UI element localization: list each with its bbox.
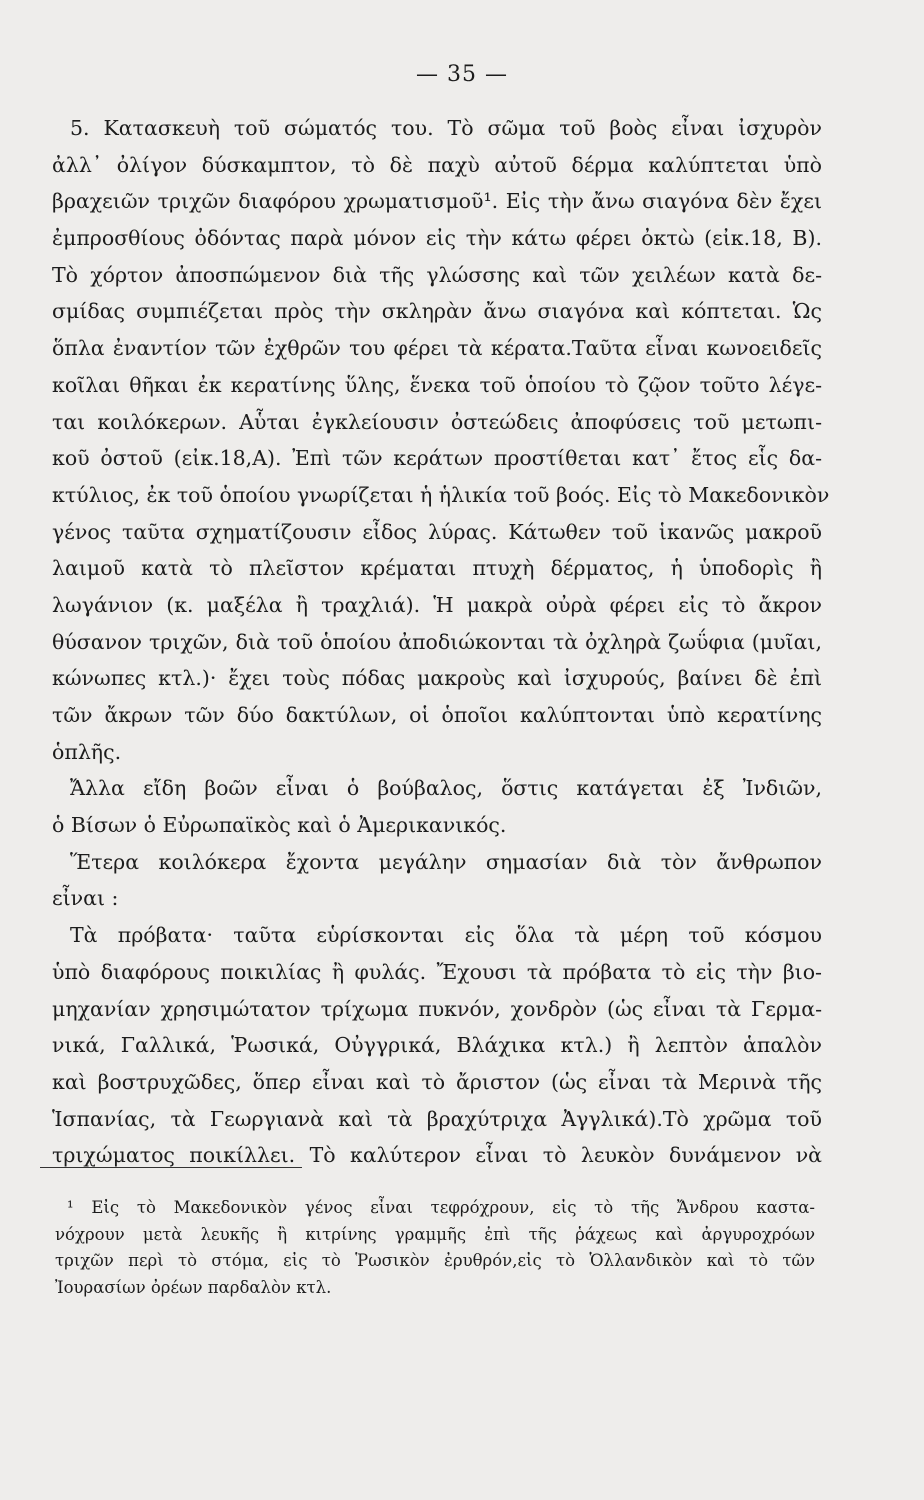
footnote-line: Ἰουρασίων ὀρέων παρδαλὸν κτλ. xyxy=(55,1277,332,1297)
text-line: Τὰ πρόβατα· ταῦτα εὑρίσκονται εἰς ὅλα τὰ μέρη τοῦ κόσμου xyxy=(70,923,822,948)
text-line: καὶ βοστρυχῶδες, ὅπερ εἶναι καὶ τὸ ἄριστον (ὡς εἶναι τὰ Μερινὰ τῆς xyxy=(52,1069,822,1094)
text-line: σμίδας συμπιέζεται πρὸς τὴν σκληρὰν ἄνω σιαγόνα καὶ κόπτεται. Ὡς xyxy=(52,299,822,324)
text-line: Τὸ χόρτον ἀποσπώμενον διὰ τῆς γλώσσης καὶ τῶν χειλέων κατὰ δε- xyxy=(52,262,822,287)
text-line: ὅπλα ἐναντίον τῶν ἐχθρῶν του φέρει τὰ κέρατα.Ταῦτα εἶναι κωνοειδεῖς xyxy=(52,336,822,361)
text-line: ὁ Βίσων ὁ Εὐρωπαϊκὸς καὶ ὁ Ἀμερικανικός. xyxy=(52,813,507,838)
text-line: κοῦ ὀστοῦ (εἰκ.18,Α). Ἐπὶ τῶν κεράτων προστίθεται κατ᾽ ἔτος εἷς δα- xyxy=(52,446,822,471)
text-line: εἶναι : xyxy=(52,886,119,911)
text-line: βραχειῶν τριχῶν διαφόρου χρωματισμοῦ¹. Εἰς τὴν ἄνω σιαγόνα δὲν ἔχει xyxy=(52,189,822,214)
text-line: τῶν ἄκρων τῶν δύο δακτύλων, οἱ ὁποῖοι καλύπτονται ὑπὸ κερατίνης xyxy=(52,703,822,727)
text-line: ὑπὸ διαφόρους ποικιλίας ἢ φυλάς. Ἔχουσι τὰ πρόβατα τὸ εἰς τὴν βιο- xyxy=(52,959,822,984)
text-line: κώνωπες κτλ.)· ἔχει τοὺς πόδας μακροὺς καὶ ἰσχυρούς, βαίνει δὲ ἐπὶ xyxy=(52,666,822,691)
body-text xyxy=(52,110,830,1174)
text-line: Ἕτερα κοιλόκερα ἔχοντα μεγάλην σημασίαν διὰ τὸν ἄνθρωπον xyxy=(70,849,822,874)
text-line: Ἄλλα εἴδη βοῶν εἶναι ὁ βούβαλος, ὅστις κατάγεται ἐξ Ἰνδιῶν, xyxy=(70,776,822,801)
text-line: ὁπλῆς. xyxy=(52,739,122,764)
footnote-line: ¹ Εἰς τὸ Μακεδονικὸν γένος εἶναι τεφρόχρουν, εἰς τὸ τῆς Ἄνδρου καστα- xyxy=(67,1198,815,1217)
text-line: κοῖλαι θῆκαι ἐκ κερατίνης ὕλης, ἕνεκα τοῦ ὁποίου τὸ ζῷον τοῦτο λέγε- xyxy=(52,372,822,397)
footnote xyxy=(55,1195,815,1301)
text-line: θύσανον τριχῶν, διὰ τοῦ ὁποίου ἀποδιώκονται τὰ ὀχληρὰ ζωΰφια (μυῖαι, xyxy=(52,629,822,654)
text-line: ται κοιλόκερων. Αὗται ἐγκλείουσιν ὀστεώδεις ἀποφύσεις τοῦ μετωπι- xyxy=(52,409,822,434)
text-line: μηχανίαν χρησιμώτατον τρίχωμα πυκνόν, χονδρὸν (ὡς εἶναι τὰ Γερμα- xyxy=(52,996,822,1021)
text-line: ἐμπροσθίους ὀδόντας παρὰ μόνον εἰς τὴν κάτω φέρει ὀκτὼ (εἰκ.18, Β). xyxy=(52,226,822,251)
footnote-line: τριχῶν περὶ τὸ στόμα, εἰς τὸ Ῥωσικὸν ἐρυθρόν,εἰς τὸ Ὁλλανδικὸν καὶ τὸ τῶν xyxy=(55,1251,815,1270)
page-number: — 35 — xyxy=(416,62,508,87)
footnote-divider xyxy=(40,1167,302,1168)
text-line: νικά, Γαλλικά, Ῥωσικά, Οὐγγρικά, Βλάχικα κτλ.) ἢ λεπτὸν ἁπαλὸν xyxy=(52,1033,822,1058)
text-line: λαιμοῦ κατὰ τὸ πλεῖστον κρέμαται πτυχὴ δέρματος, ἡ ὑποδορὶς ἢ xyxy=(52,556,822,581)
text-line: 5. Κατασκευὴ τοῦ σώματός του. Τὸ σῶμα τοῦ βοὸς εἶναι ἰσχυρὸν xyxy=(70,116,822,140)
footnote-line: νόχρουν μετὰ λευκῆς ἢ κιτρίνης γραμμῆς ἐπὶ τῆς ῥάχεως καὶ ἀργυροχρόων xyxy=(55,1224,815,1244)
text-line: κτύλιος, ἐκ τοῦ ὁποίου γνωρίζεται ἡ ἡλικία τοῦ βοός. Εἰς τὸ Μακεδονικὸν xyxy=(52,482,830,507)
text-line: λωγάνιον (κ. μαξέλα ἢ τραχλιά). Ἡ μακρὰ οὐρὰ φέρει εἰς τὸ ἄκρον xyxy=(52,592,822,617)
text-line: ἀλλ᾽ ὀλίγον δύσκαμπτον, τὸ δὲ παχὺ αὐτοῦ δέρμα καλύπτεται ὑπὸ xyxy=(52,152,822,177)
text-line: τριχώματος ποικίλλει. Τὸ καλύτερον εἶναι τὸ λευκὸν δυνάμενον νὰ xyxy=(52,1143,822,1168)
text-line: γένος ταῦτα σχηματίζουσιν εἶδος λύρας. Κάτωθεν τοῦ ἱκανῶς μακροῦ xyxy=(52,519,822,544)
text-line: Ἱσπανίας, τὰ Γεωργιανὰ καὶ τὰ βραχύτριχα Ἀγγλικά).Τὸ χρῶμα τοῦ xyxy=(52,1106,822,1131)
